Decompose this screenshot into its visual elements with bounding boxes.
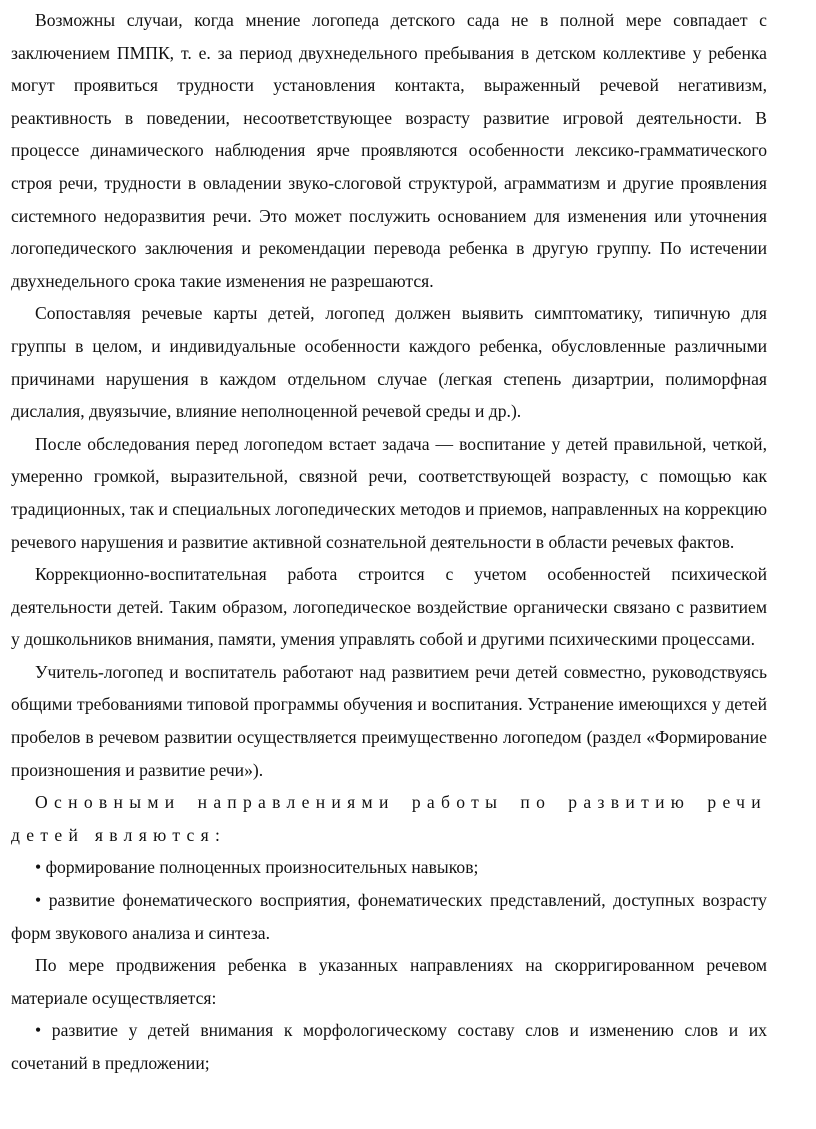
bullet-item-2 [11, 884, 767, 949]
bullet-item-1 [11, 851, 767, 884]
bullet-text: развитие фонематического восприятия, фонематических представлений, доступных возрасту форм звукового анализа и синтеза. [11, 890, 767, 943]
paragraph-2: Сопоставляя речевые карты детей, логопед должен выявить симптоматику, типичную для группы в целом, и индивидуальные особенности каждого ребенка, обусловленные различными причинами нарушения в каждом отдельном случае (легкая степень дизартрии, полиморфная дислалия, двуязычие, влияние неполноценной речевой среды и др.). [11, 303, 767, 422]
paragraph-4: Коррекционно-воспитательная работа строится с учетом особенностей психической деятельности детей. Таким образом, логопедическое воздействие органически связано с развитием у дошкольников внимания, памяти, умения управлять собой и другими психическими процессами. [11, 564, 767, 650]
paragraph-1: Возможны случаи, когда мнение логопеда детского сада не в полной мере совпадает с заключением ПМПК, т. е. за период двухнедельного пребывания в детском коллективе у ребенка могут проявиться трудности установления контакта, выраженный речевой негативизм, реактивность в поведении, несоответствующее возрасту развитие игровой деятельности. В процессе динамического наблюдения ярче проявляются особенности лексико-грамматического строя речи, трудности в овладении звуко-слоговой структурой, аграмматизм и другие проявления системного недоразвития речи. Это может послужить основанием для изменения или уточнения логопедического заключения и рекомендации перевода ребенка в другую группу. По истечении двухнедельного срока такие изменения не разрешаются. [11, 10, 767, 291]
bullet-mark: • [35, 1020, 42, 1041]
bullet-mark: • [35, 890, 42, 911]
bullet-text: развитие у детей внимания к морфологическому составу слов и изменению слов и их сочетаний в предложении; [11, 1020, 767, 1073]
bullet-text: формирование полноценных произносительных навыков; [45, 857, 479, 878]
paragraph-5: Учитель-логопед и воспитатель работают над развитием речи детей совместно, руководствуясь общими требованиями типовой программы обучения и воспитания. Устранение имеющихся у детей пробелов в речевом развитии осуществляется преимущественно логопедом (раздел «Формирование произношения и развитие речи»). [11, 661, 767, 780]
bullet-item-3 [11, 1014, 767, 1079]
paragraph-6: По мере продвижения ребенка в указанных направлениях на скорригированном речевом материале осуществляется: [11, 955, 767, 1008]
document-page [11, 4, 767, 1080]
paragraph-3: После обследования перед логопедом встает задача — воспитание у детей правильной, четкой, умеренно громкой, выразительной, связной речи, соответствующей возрасту, с помощью как традиционных, так и специальных логопедических методов и приемов, направленных на коррекцию речевого нарушения и развитие активной сознательной деятельности в области речевых фактов. [11, 433, 767, 552]
bullet-mark: • [35, 857, 42, 878]
main-directions-heading: Основными направлениями работы по развитию речи детей являются: [11, 792, 767, 845]
